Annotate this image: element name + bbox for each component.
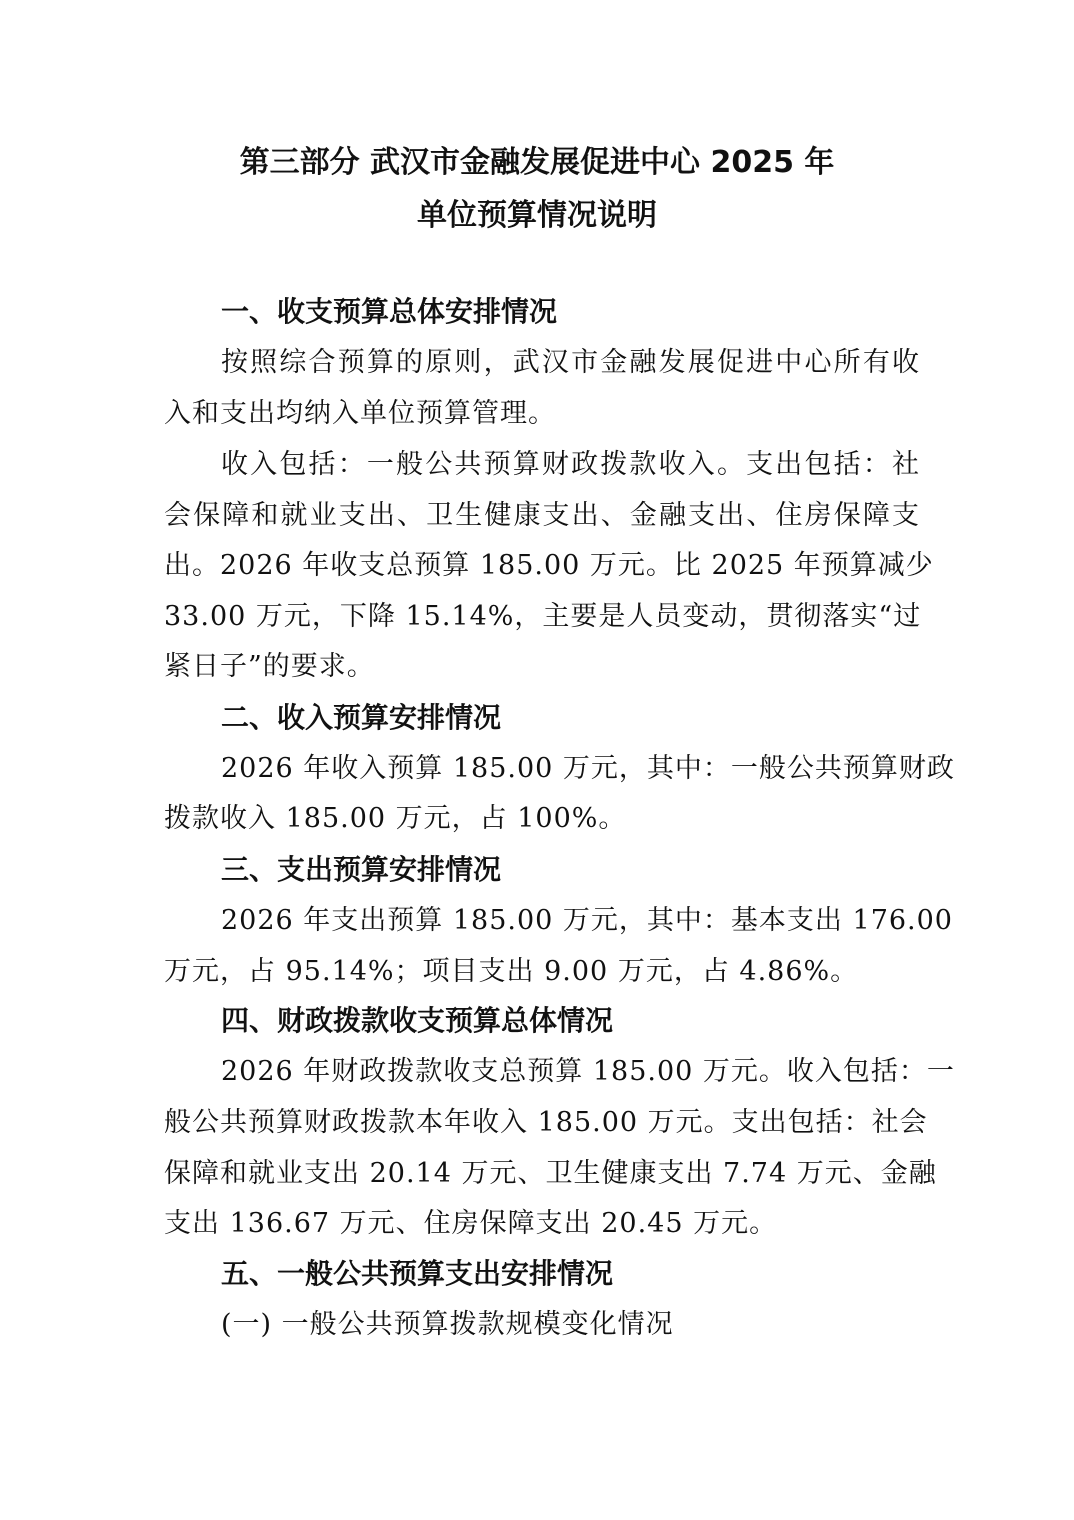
section-heading-5: 五、一般公共预算支出安排情况	[221, 1257, 614, 1290]
document-title-line-1: 第三部分 武汉市金融发展促进中心 2025 年	[239, 145, 835, 180]
section-heading-2: 二、收入预算安排情况	[221, 701, 502, 734]
paragraph-line: 保障和就业支出 20.14 万元、卫生健康支出 7.74 万元、金融	[164, 1158, 937, 1189]
paragraph-line: 2026 年财政拨款收支总预算 185.00 万元。收入包括：一	[221, 1056, 955, 1087]
paragraph-line: 会保障和就业支出、卫生健康支出、金融支出、住房保障支	[164, 500, 920, 531]
paragraph-line: 33.00 万元，下降 15.14%，主要是人员变动，贯彻落实“过	[164, 601, 922, 632]
paragraph-line: 支出 136.67 万元、住房保障支出 20.45 万元。	[164, 1208, 778, 1239]
paragraph-line: 入和支出均纳入单位预算管理。	[164, 398, 556, 429]
section-heading-1: 一、收支预算总体安排情况	[221, 295, 558, 328]
paragraph-line: 拨款收入 185.00 万元，占 100%。	[164, 803, 627, 834]
paragraph-line: 出。2026 年收支总预算 185.00 万元。比 2025 年预算减少	[164, 550, 934, 581]
subsection-heading: (一) 一般公共预算拨款规模变化情况	[221, 1309, 674, 1340]
paragraph-line: 紧日子”的要求。	[164, 651, 375, 682]
paragraph-line: 2026 年收入预算 185.00 万元，其中：一般公共预算财政	[221, 753, 955, 784]
paragraph-line: 般公共预算财政拨款本年收入 185.00 万元。支出包括：社会	[164, 1107, 928, 1138]
document-title-line-2: 单位预算情况说明	[417, 198, 657, 233]
paragraph-line: 收入包括：一般公共预算财政拨款收入。支出包括：社	[221, 449, 920, 480]
paragraph-line: 按照综合预算的原则，武汉市金融发展促进中心所有收	[221, 347, 920, 378]
paragraph-line: 万元，占 95.14%；项目支出 9.00 万元，占 4.86%。	[164, 956, 859, 987]
section-heading-3: 三、支出预算安排情况	[221, 853, 502, 886]
section-heading-4: 四、财政拨款收支预算总体情况	[221, 1004, 614, 1037]
paragraph-line: 2026 年支出预算 185.00 万元，其中：基本支出 176.00	[221, 905, 953, 936]
